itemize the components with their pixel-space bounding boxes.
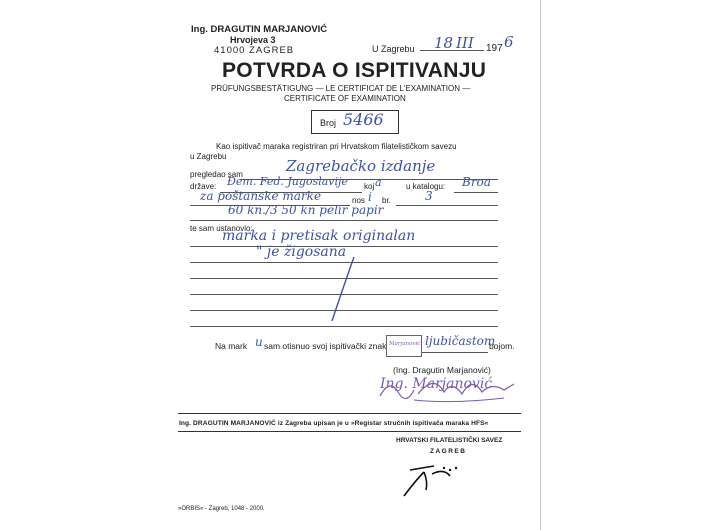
issuer-city: 41000 ZAGREB (214, 45, 295, 56)
footer-divider-top (178, 413, 521, 414)
federation-city: ZAGREB (430, 448, 467, 455)
catalog-number-value: 3 (425, 189, 433, 203)
federation-name: HRVATSKI FILATELISTIČKI SAVEZ (396, 437, 503, 444)
signature-scribble (374, 370, 524, 406)
number-label: Broj (320, 118, 337, 128)
date-year-prefix: 197 (486, 43, 503, 54)
which-value: a (375, 176, 382, 189)
signature-printed-name: (Ing. Dragutin Marjanović) (393, 365, 491, 375)
registry-line: Ing. DRAGUTIN MARJANOVIĆ iz Zagreba upisan je u »Registar stručnih ispitivača maraka HFS« (179, 420, 489, 427)
certificate-subtitle-1: PRÜFUNGSBESTÄTIGUNG — LE CERTIFICAT DE L'EXAMINATION — (211, 84, 471, 93)
issuer-street: Hrvojeva 3 (230, 35, 276, 45)
item-type-value: za poštanske marke (200, 189, 322, 203)
date-year-suffix: 6 (504, 33, 514, 51)
catalog-underline (454, 192, 498, 193)
country-value: Ðem. Fed. Jugoslavije (227, 175, 348, 188)
findings-underline-6 (190, 326, 498, 327)
cancel-stroke (320, 255, 360, 325)
stamp-prefix: Na mark (215, 341, 248, 351)
intro-line-1: Kao ispitivač maraka registriran pri Hrvatskom filatelističkom savezu (216, 142, 457, 151)
certificate-subtitle-2: CERTIFICATE OF EXAMINATION (284, 94, 406, 103)
examiner-sign-text: Marjanović (389, 341, 421, 347)
stamp-middle-text: sam otisnuo svoj ispitivački znak (264, 341, 387, 351)
stamp-suffix: bojom. (489, 341, 515, 351)
nominal-value: i (368, 190, 372, 204)
denominations-underline (190, 220, 498, 221)
examined-value: Zagrebačko izdanje (286, 157, 436, 175)
stamp-color-underline (422, 352, 488, 353)
catalog-number-label: br. (382, 196, 391, 205)
page-fold-line (540, 0, 541, 530)
country-label: države: (190, 182, 217, 191)
nominal-label: nos (352, 196, 365, 205)
printer-imprint: »ORBIS« - Zagreb, 1048 - 2000. (178, 506, 265, 512)
examined-label: pregledao sam (190, 170, 243, 179)
stamp-color-value: ljubičastom (425, 334, 496, 348)
catalog-label: u katalogu: (406, 182, 446, 191)
findings-label: te sam ustanovio: (190, 224, 253, 233)
finding-line-2: " je žigosana (256, 244, 347, 260)
which-label: koj (364, 182, 375, 191)
date-day: 18 (434, 34, 454, 52)
finding-line-1: marka i pretisak originalan (222, 228, 416, 244)
stamp-mark-value: u (255, 335, 263, 349)
date-place-label: U Zagrebu (372, 44, 415, 54)
date-month: III (456, 34, 474, 52)
intro-line-2: u Zagrebu (190, 152, 227, 161)
footer-divider-bottom (178, 431, 521, 432)
federation-signature (398, 460, 470, 500)
denominations-value: 60 kn./3 50 kn pelir papir (228, 203, 384, 217)
number-value: 5466 (343, 110, 384, 129)
date-underline (420, 50, 484, 51)
catalog-value: Broa (462, 175, 491, 189)
issuer-name: Ing. DRAGUTIN MARJANOVIĆ (191, 24, 328, 35)
signature-handwritten: Ing. Marjanović (380, 376, 493, 392)
certificate-title: POTVRDA O ISPITIVANJU (222, 59, 487, 82)
catalog-number-underline (396, 205, 498, 206)
